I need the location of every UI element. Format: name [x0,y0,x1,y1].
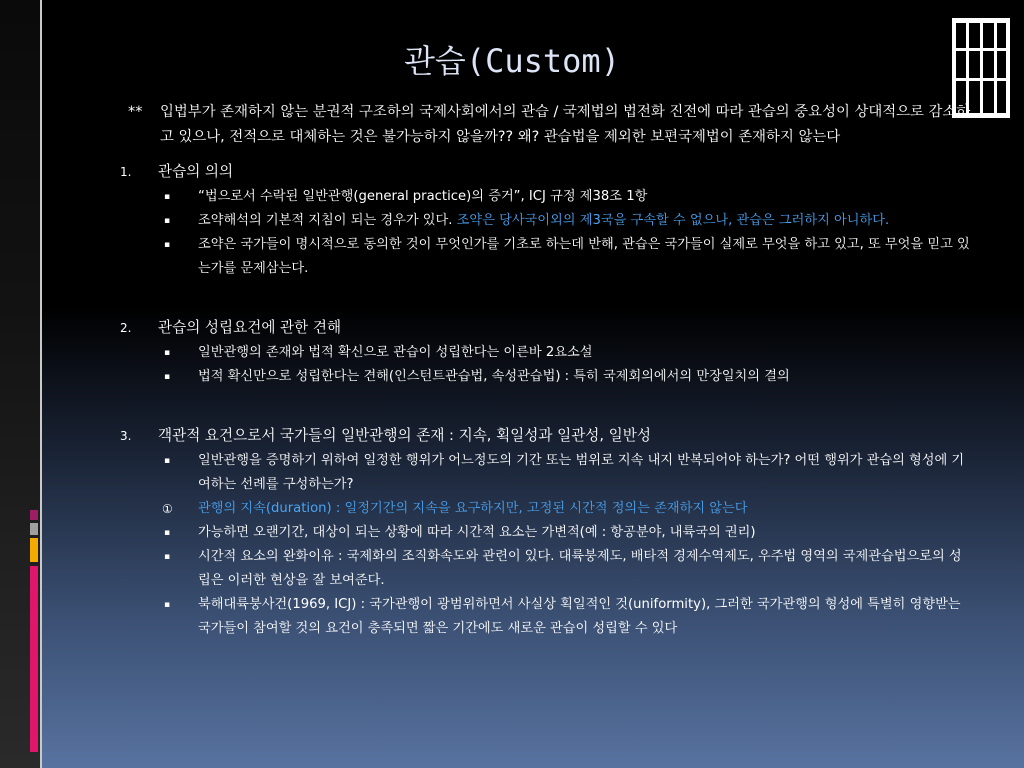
bullet-icon: ▪ [164,240,171,250]
bullet-icon: ▪ [164,528,171,538]
item-text: 가능하면 오랜기간, 대상이 되는 상황에 따라 시간적 요소는 가변적(예 : 항공분야, 내륙국의 권리) [198,525,756,540]
list-item [100,365,972,389]
intro-text: 입법부가 존재하지 않는 분권적 구조하의 국제사회에서의 관습 / 국제법의 법전화 진전에 따라 관습의 중요성이 상대적으로 감소하고 있으나, 전적으로 대체하는 것은 불가능하지 않을까?? 왜? 관습법을 제외한 보편국제법이 존재하지 않는다 [160,104,971,145]
accent-bar-pink [30,566,38,752]
bullet-icon: ▪ [164,372,171,382]
section-heading [100,423,972,449]
item-text: 일반관행을 증명하기 위하여 일정한 행위가 어느정도의 기간 또는 범위로 지속 내지 반복되어야 하는가? 어떤 행위가 관습의 형성에 기여하는 선례를 구성하는가? [198,453,965,492]
list-item [100,185,972,209]
list-item [100,233,972,281]
item-text: 시간적 요소의 완화이유 : 국제화의 조직화속도와 관련이 있다. 대륙붕제도, 배타적 경제수역제도, 우주법 영역의 국제관습법으로의 성립은 이러한 현상을 잘 보여준다. [198,549,962,588]
list-item [100,209,972,233]
accent-bar-purple [30,510,38,520]
bullet-icon: ▪ [164,456,171,466]
list-item [100,449,972,497]
bullet-icon: ▪ [164,192,171,202]
left-edge-line [40,0,42,768]
item-text: 일반관행의 존재와 법적 확신으로 관습이 성립한다는 이른바 2요소설 [198,345,593,360]
list-item [100,497,972,521]
item-highlight-text: 관행의 지속(duration) : 일정기간의 지속을 요구하지만, 고정된 시간적 정의는 존재하지 않는다 [198,501,748,516]
list-item [100,545,972,593]
section-number: 3. [120,429,132,443]
slide-body [100,100,972,641]
bullet-icon: ▪ [164,600,171,610]
section-title: 관습의 성립요건에 관한 견해 [158,319,342,336]
section-title: 관습의 의의 [158,163,234,180]
section-number: 1. [120,165,132,179]
accent-bar-orange [30,538,38,562]
section-number: 2. [120,321,132,335]
circled-number-icon: ① [162,502,173,516]
bullet-icon: ▪ [164,348,171,358]
slide-title: 관습(Custom) [404,42,620,80]
item-text: 북해대륙붕사건(1969, ICJ) : 국가관행이 광범위하면서 사실상 획일적인 것(uniformity), 그러한 국가관행의 형성에 특별히 영향받는 국가들이 참여할 것의 요건이 충족되면 짧은 기간에도 새로운 관습이 성립할 수 있다 [198,597,961,636]
item-highlight-text: 조약은 당사국이외의 제3국을 구속할 수 없으나, 관습은 그러하지 아니하다. [456,213,890,228]
accent-bar-gray [30,523,38,535]
item-text: 조약은 국가들이 명시적으로 동의한 것이 무엇인가를 기초로 하는데 반해, 관습은 국가들이 실제로 무엇을 하고 있고, 또 무엇을 믿고 있는가를 문제삼는다. [198,237,970,276]
bullet-icon: ▪ [164,216,171,226]
item-text: “법으로서 수락된 일반관행(general practice)의 증거”, ICJ 규정 제38조 1항 [198,189,648,204]
list-item [100,521,972,545]
list-item [100,593,972,641]
item-text: 조약해석의 기본적 지침이 되는 경우가 있다. [198,213,453,228]
item-text: 법적 확신만으로 성립한다는 견해(인스턴트관습법, 속성관습법) : 특히 국제회의에서의 만장일치의 결의 [198,369,790,384]
intro-marker: ** [128,104,143,120]
section-title: 객관적 요건으로서 국가들의 일반관행의 존재 : 지속, 획일성과 일관성, 일반성 [158,427,651,444]
list-item [100,341,972,365]
section-heading [100,315,972,341]
intro-paragraph [100,100,972,150]
bullet-icon: ▪ [164,552,171,562]
section-heading [100,159,972,185]
